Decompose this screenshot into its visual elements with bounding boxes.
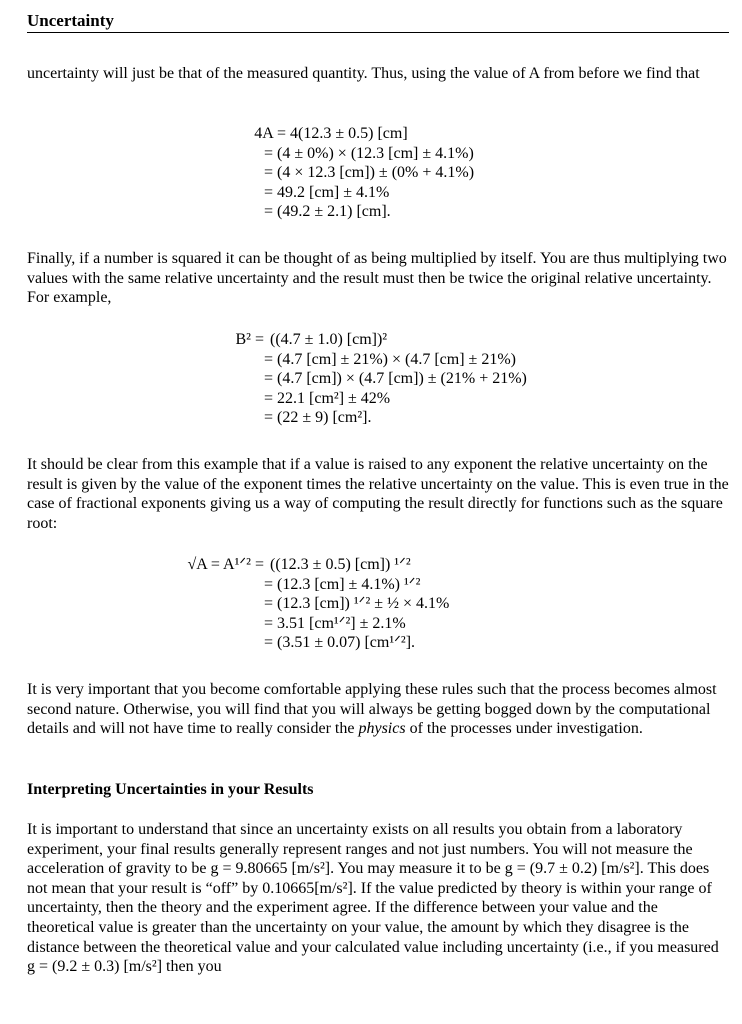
header-title: Uncertainty (27, 11, 114, 30)
eq-4a-lhs: 4A = (254, 125, 286, 142)
equation-4a (0, 124, 742, 222)
equation-b2 (0, 330, 742, 428)
important-emphasis: physics (358, 720, 406, 738)
eq-sqrt-row: = (12.3 [cm] ± 4.1%) ¹ᐟ² (264, 575, 421, 593)
squared-paragraph: Finally, if a number is squared it can be thought of as being multiplied by itself. You are thus multiplying two values with the same relative uncertainty and the result must then be twice the original relative uncertainty. For example, (27, 250, 727, 307)
eq-b2-row: = 22.1 [cm²] ± 42% (264, 389, 391, 407)
eq-b2-row: = (22 ± 9) [cm²]. (264, 409, 372, 427)
exponent-paragraph: It should be clear from this example that if a value is raised to any exponent the relative uncertainty on the result is given by the value of the exponent times the relative uncertainty on the value. This is even true in the case of fractional exponents giving us a way of computing the result directly for functions such as the square root: (27, 456, 729, 532)
eq-sqrt-row: = (3.51 ± 0.07) [cm¹ᐟ²]. (264, 634, 416, 652)
eq-sqrt-row: = (12.3 [cm]) ¹ᐟ² ± ½ × 4.1% (264, 595, 450, 613)
equation-sqrt (0, 555, 742, 653)
eq-b2-row: ((4.7 ± 1.0) [cm])² (270, 331, 388, 348)
eq-sqrt-row: ((12.3 ± 0.5) [cm]) ¹ᐟ² (270, 556, 411, 573)
interpret-paragraph: It is important to understand that since an uncertainty exists on all results you obtain from a laboratory experiment, your final results generally represent ranges and not just numbers. You will not measure the acceleration of gravity to be g = 9.80665 [m/s²]. You may measure it to be g = (9.7 ± 0.2) [m/s²]. This does not mean that your result is “off” by 0.10665[m/s²]. If the value predicted by theory is within your range of uncertainty, then the theory and the experiment agree. If the difference between your value and the theoretical value is greater than the uncertainty on your value, the amount by which they disagree is the distance between the theoretical value and your calculated value including uncertainty (i.e., if you measured g = (9.2 ± 0.3) [m/s²] then you (27, 821, 719, 976)
eq-4a-row: = (4 ± 0%) × (12.3 [cm] ± 4.1%) (264, 144, 474, 162)
eq-b2-lhs: B² = (235, 331, 264, 348)
important-paragraph (27, 680, 729, 739)
important-text-a: It is very important that you become comfortable applying these rules such that the process becomes almost second nature. Otherwise, you will find that you will always be getting bogged down by the computational details and will not have time to really consider the (27, 681, 717, 738)
section-heading: Interpreting Uncertainties in your Results (27, 781, 314, 798)
eq-4a-row: = (4 × 12.3 [cm]) ± (0% + 4.1%) (264, 164, 475, 182)
page-header (27, 11, 729, 33)
eq-sqrt-lhs: √A = A¹ᐟ² = (187, 556, 264, 573)
eq-sqrt-row: = 3.51 [cm¹ᐟ²] ± 2.1% (264, 614, 406, 632)
intro-paragraph: uncertainty will just be that of the measured quantity. Thus, using the value of A from before we find that (27, 65, 700, 82)
eq-4a-row: = (49.2 ± 2.1) [cm]. (264, 203, 391, 221)
eq-b2-row: = (4.7 [cm]) × (4.7 [cm]) ± (21% + 21%) (264, 370, 527, 388)
eq-4a-row: 4(12.3 ± 0.5) [cm] (290, 125, 408, 142)
important-text-b: of the processes under investigation. (405, 720, 643, 738)
eq-b2-row: = (4.7 [cm] ± 21%) × (4.7 [cm] ± 21%) (264, 350, 516, 368)
eq-4a-row: = 49.2 [cm] ± 4.1% (264, 183, 390, 201)
